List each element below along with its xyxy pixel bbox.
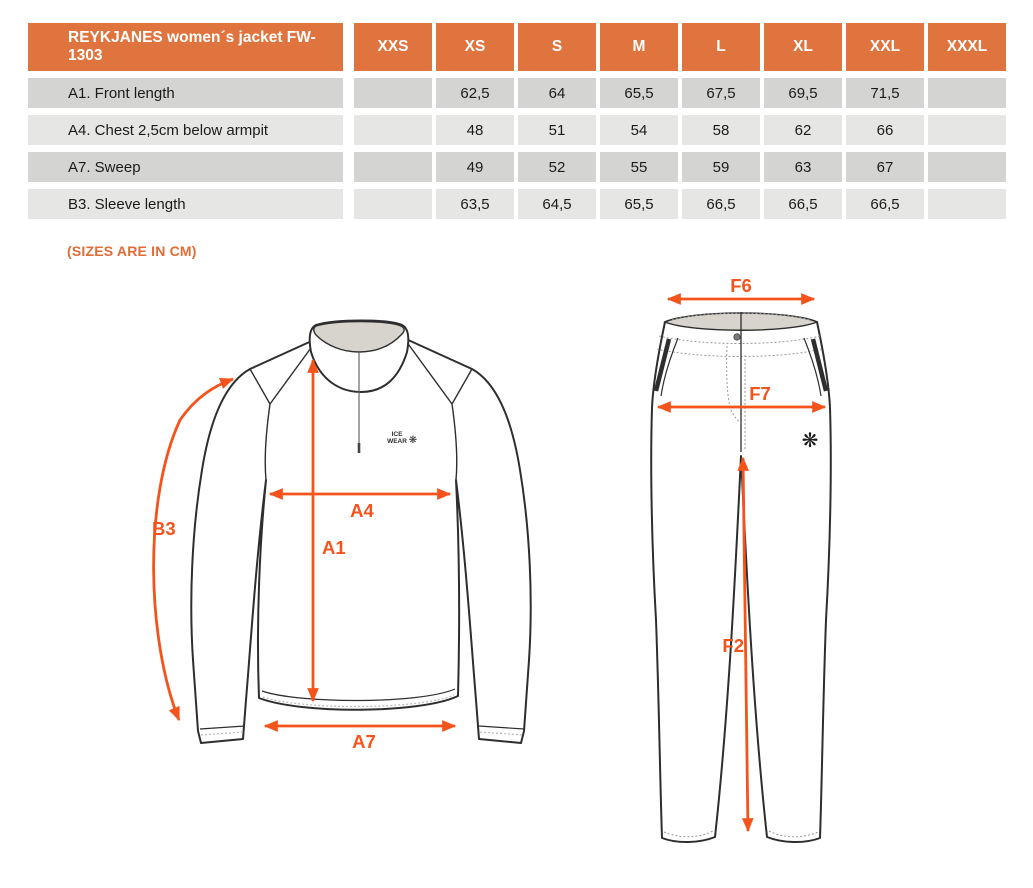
table-cell: 63,5 [436,189,514,219]
measure-label-a1: A1 [322,537,346,558]
size-header-xxxl: XXXL [928,23,1006,71]
table-cell: 66,5 [682,189,760,219]
table-cell: 67,5 [682,78,760,108]
size-header-m: M [600,23,678,71]
logo-text-wear: WEAR [387,438,407,445]
measure-label-a4: A4 [350,500,374,521]
table-cell: 62,5 [436,78,514,108]
table-cell: 49 [436,152,514,182]
table-cell: 69,5 [764,78,842,108]
pants-diagram [651,275,831,842]
size-header-xxl: XXL [846,23,924,71]
size-header-s: S [518,23,596,71]
table-cell: 64 [518,78,596,108]
table-cell: 71,5 [846,78,924,108]
table-cell: 66,5 [846,189,924,219]
row-label-a7: A7. Sweep [28,152,343,182]
table-cell: 58 [682,115,760,145]
measure-label-a7: A7 [352,731,376,752]
logo-text-ice: ICE [391,431,403,438]
table-cell: 51 [518,115,596,145]
table-cell: 67 [846,152,924,182]
table-cell: 63 [764,152,842,182]
row-label-a1: A1. Front length [28,78,343,108]
jacket-outline [191,339,530,743]
row-label-a4: A4. Chest 2,5cm below armpit [28,115,343,145]
table-cell: 48 [436,115,514,145]
row-label-b3: B3. Sleeve length [28,189,343,219]
measure-label-f6: F6 [730,275,752,296]
table-cell: 65,5 [600,78,678,108]
table-cell: 55 [600,152,678,182]
table-cell: 66 [846,115,924,145]
table-cell: 54 [600,115,678,145]
size-header-xxs: XXS [354,23,432,71]
measure-label-f2: F2 [722,635,744,656]
snowflake-icon: ❋ [408,435,418,446]
table-cell: 62 [764,115,842,145]
measure-label-b3: B3 [152,518,176,539]
size-header-l: L [682,23,760,71]
measure-label-f7: F7 [749,383,771,404]
table-cell: 52 [518,152,596,182]
table-cell: 59 [682,152,760,182]
size-header-xl: XL [764,23,842,71]
jacket-diagram [152,321,531,753]
sizes-unit-note: (SIZES ARE IN CM) [67,243,197,259]
table-cell: 66,5 [764,189,842,219]
table-cell: 64,5 [518,189,596,219]
table-cell: 65,5 [600,189,678,219]
snowflake-icon: ❋ [801,430,819,452]
table-title-cell: REYKJANES women´s jacket FW-1303 [28,23,343,71]
size-header-xs: XS [436,23,514,71]
waist-button [734,334,740,340]
